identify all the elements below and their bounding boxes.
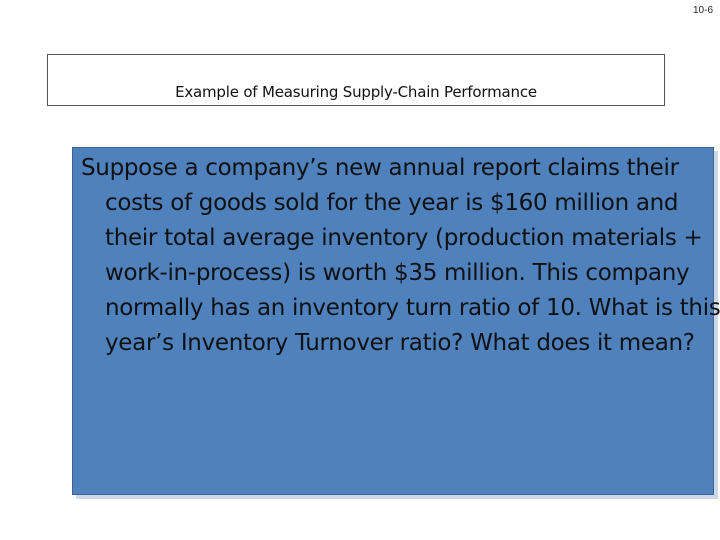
- body-text: Suppose a company’s new annual report claims their costs of goods sold for the year is $160 million and their total average inventory (production materials + work-in-process) is worth $35 million. This company normally has an inventory turn ratio of 10. What is this year’s Inventory Turnover ratio? What does it mean?: [81, 155, 720, 356]
- title-box: [47, 54, 665, 106]
- slide-title: Example of Measuring Supply-Chain Performance: [175, 83, 537, 101]
- content-box: [72, 147, 720, 495]
- page-number: 10-6: [692, 5, 713, 16]
